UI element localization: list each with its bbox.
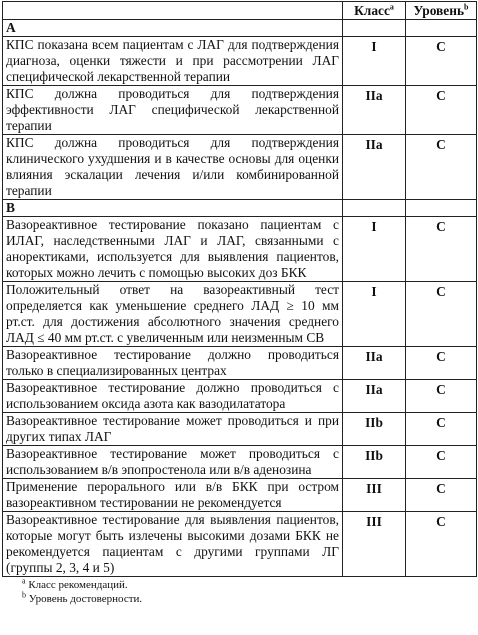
recommendation-class: I <box>343 37 406 86</box>
recommendation-text: Положительный ответ на вазореактивный тест определяется как уменьшение среднего ЛАД ≥ 10 мм рт.ст. для достижения абсолютного значения среднего ЛАД ≤ 40 мм рт.ст. с увеличенным или неизменным СВ <box>3 282 343 347</box>
recommendation-text: Вазореактивное тестирование должно проводиться только в специализированных центрах <box>3 347 343 380</box>
section-label: B <box>3 200 343 217</box>
recommendation-row <box>3 380 477 413</box>
footnote <box>2 578 476 592</box>
recommendation-row <box>3 512 477 577</box>
recommendation-class: III <box>343 479 406 512</box>
header-class <box>343 2 406 20</box>
recommendation-level: C <box>406 217 477 282</box>
recommendation-row <box>3 135 477 200</box>
section-label: A <box>3 20 343 37</box>
recommendation-text: Применение перорального или в/в БКК при остром вазореактивном тестировании не рекомендуется <box>3 479 343 512</box>
recommendation-text: КПС показана всем пациентам с ЛАГ для подтверждения диагноза, оценки тяжести и при рассмотрении ЛАГ специфической лекарственной терапии <box>3 37 343 86</box>
recommendation-row <box>3 86 477 135</box>
footnote-text: Класс рекомендаций. <box>28 579 128 591</box>
footnote <box>2 592 476 606</box>
recommendation-text: Вазореактивное тестирование показано пациентам с ИЛАГ, наследственными ЛАГ и ЛАГ, связанными с аноректиками, используется для выявления пациентов, которых можно лечить с помощью высоких доз БКК <box>3 217 343 282</box>
recommendation-row <box>3 479 477 512</box>
recommendation-level: C <box>406 380 477 413</box>
recommendation-class: III <box>343 512 406 577</box>
recommendation-class: I <box>343 217 406 282</box>
section-empty-cell <box>406 200 477 217</box>
recommendation-level: C <box>406 512 477 577</box>
recommendation-text: Вазореактивное тестирование должно проводиться с использованием оксида азота как вазодилататора <box>3 380 343 413</box>
section-empty-cell <box>343 20 406 37</box>
footnote-sup: a <box>22 576 26 586</box>
recommendation-class: I <box>343 282 406 347</box>
header-row <box>3 2 477 20</box>
recommendation-text: Вазореактивное тестирование для выявления пациентов, которые могут быть излечены высокими дозами БКК не рекомендуется пациентам с другими группами ЛГ (группы 2, 3, 4 и 5) <box>3 512 343 577</box>
recommendation-row <box>3 37 477 86</box>
recommendation-level: C <box>406 37 477 86</box>
recommendation-level: C <box>406 413 477 446</box>
section-empty-cell <box>343 200 406 217</box>
header-text-col <box>3 2 343 20</box>
recommendation-row <box>3 413 477 446</box>
recommendation-class: IIa <box>343 135 406 200</box>
header-level-label: Уровень <box>413 3 465 18</box>
recommendation-class: IIa <box>343 380 406 413</box>
header-level <box>406 2 477 20</box>
section-row <box>3 200 477 217</box>
recommendation-level: C <box>406 135 477 200</box>
header-level-sup: b <box>464 2 469 12</box>
section-row <box>3 20 477 37</box>
recommendation-row <box>3 217 477 282</box>
recommendation-class: IIa <box>343 347 406 380</box>
recommendation-level: C <box>406 86 477 135</box>
recommendation-text: Вазореактивное тестирование может проводиться с использованием в/в эпопростенола или в/в аденозина <box>3 446 343 479</box>
recommendation-row <box>3 282 477 347</box>
recommendations-table <box>2 1 477 577</box>
recommendation-class: IIb <box>343 446 406 479</box>
recommendation-text: КПС должна проводиться для подтверждения эффективности ЛАГ специфической лекарственной терапии <box>3 86 343 135</box>
recommendation-level: C <box>406 282 477 347</box>
recommendation-level: C <box>406 479 477 512</box>
header-class-sup: a <box>389 2 394 12</box>
header-class-label: Класс <box>354 3 390 18</box>
footnotes <box>2 578 476 606</box>
section-empty-cell <box>406 20 477 37</box>
recommendation-text: КПС должна проводиться для подтверждения клинического ухудшения и в качестве основы для оценки влияния эскалации лечения и/или комбинированной терапии <box>3 135 343 200</box>
recommendation-row <box>3 347 477 380</box>
recommendation-row <box>3 446 477 479</box>
recommendation-level: C <box>406 347 477 380</box>
footnote-sup: b <box>22 590 26 600</box>
recommendation-level: C <box>406 446 477 479</box>
recommendation-class: IIa <box>343 86 406 135</box>
recommendation-text: Вазореактивное тестирование может проводиться и при других типах ЛАГ <box>3 413 343 446</box>
footnote-text: Уровень достоверности. <box>28 593 143 605</box>
recommendation-class: IIb <box>343 413 406 446</box>
